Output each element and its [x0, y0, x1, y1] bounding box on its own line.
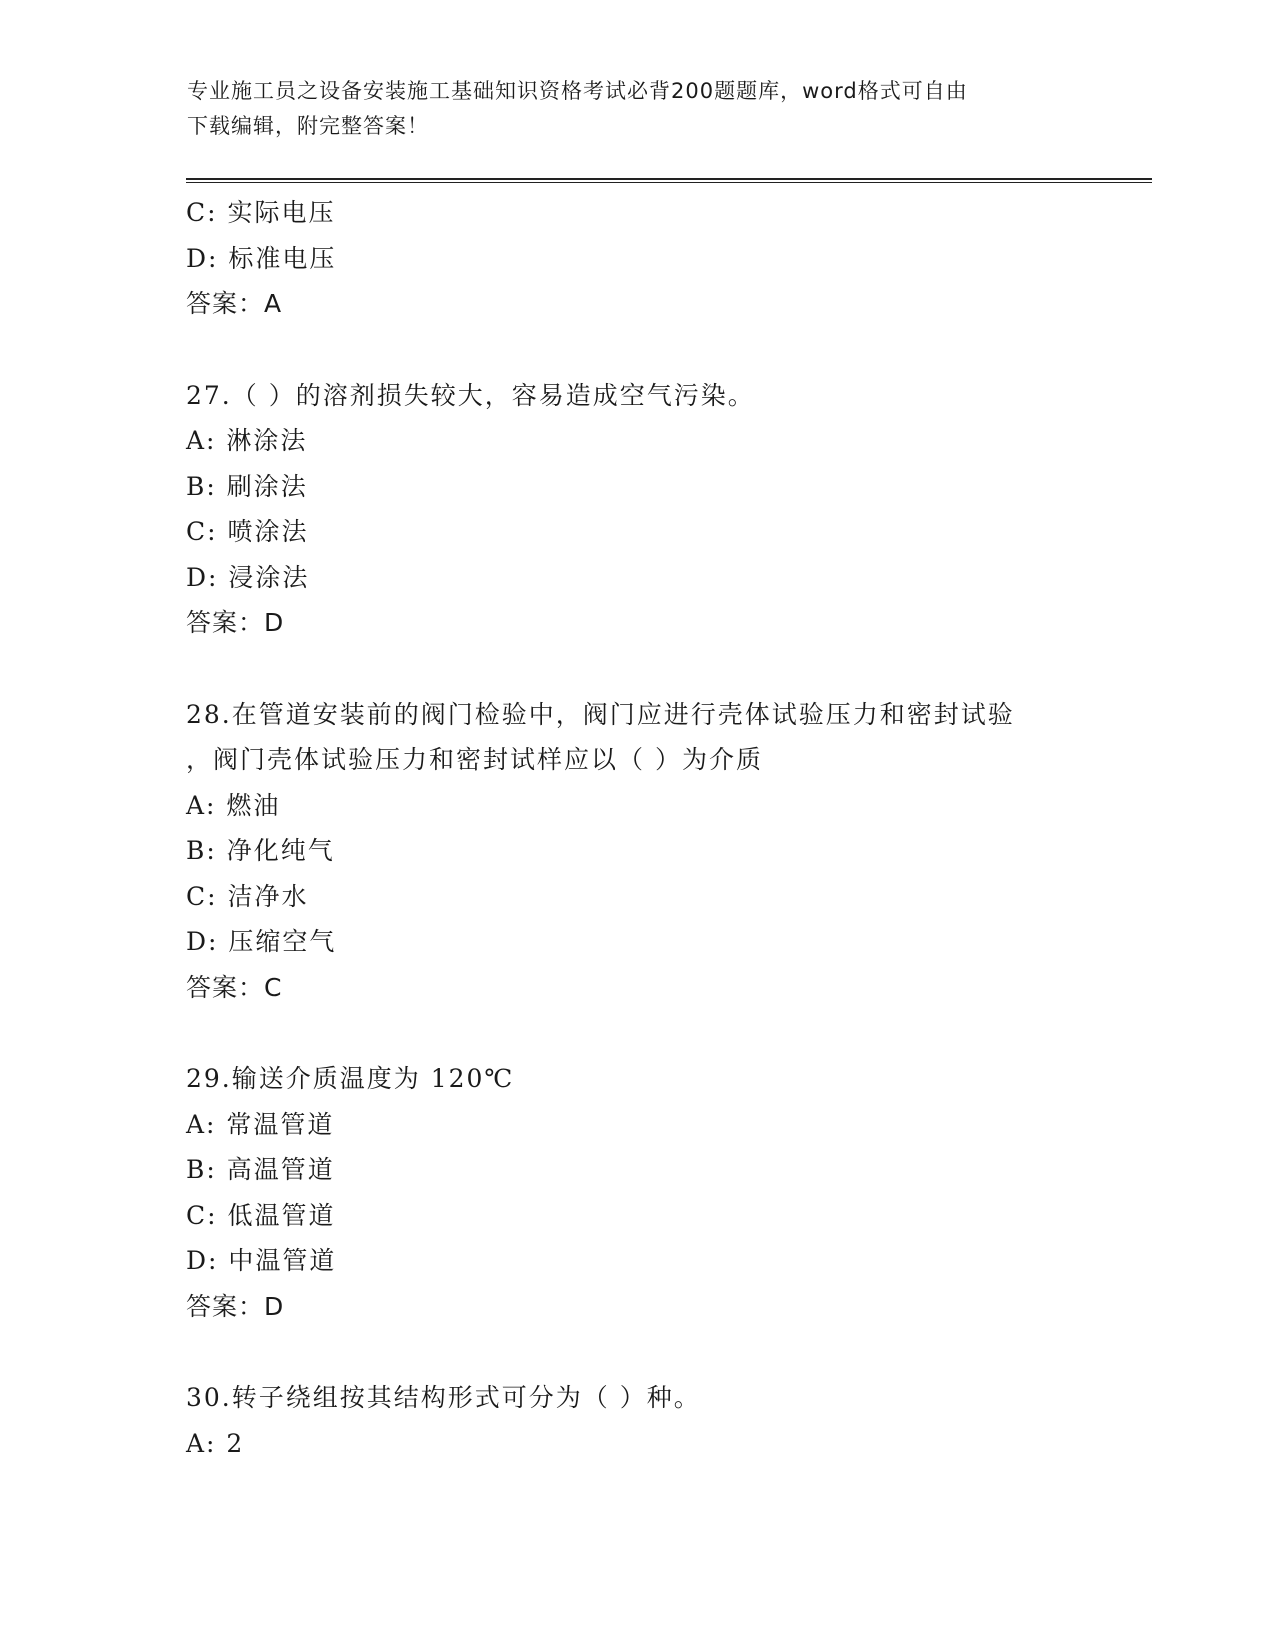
question-stem: 29.输送介质温度为 120℃ — [186, 1064, 515, 1093]
question-stem: 30.转子绕组按其结构形式可分为（ ）种。 — [186, 1383, 701, 1412]
answer-line: 答案：C — [186, 972, 283, 1002]
option-d: D: 压缩空气 — [186, 927, 337, 956]
question-26-partial — [186, 190, 1086, 327]
answer-line: 答案：D — [186, 1291, 285, 1321]
header-line-2: 下载编辑，附完整答案！ — [187, 114, 429, 138]
option-c: C: 实际电压 — [186, 198, 336, 227]
option-b: B: 净化纯气 — [186, 836, 335, 865]
question-28 — [186, 692, 1086, 1011]
header-line-1: 专业施工员之设备安装施工基础知识资格考试必背200题题库，word格式可自由 — [187, 79, 968, 103]
question-29 — [186, 1056, 1086, 1329]
option-a: A: 2 — [186, 1428, 245, 1458]
spacer — [186, 1010, 1086, 1056]
option-b: B: 高温管道 — [186, 1155, 335, 1184]
option-a: A: 常温管道 — [186, 1109, 335, 1139]
spacer — [186, 1329, 1086, 1375]
spacer — [186, 646, 1086, 692]
option-a: A: 燃油 — [186, 790, 281, 820]
answer-line: 答案：D — [186, 608, 285, 637]
question-list — [186, 190, 1086, 1466]
option-d: D: 浸涂法 — [186, 562, 310, 592]
option-c: C: 洁净水 — [186, 881, 309, 911]
document-header — [187, 74, 1067, 144]
question-stem-line-1: 28.在管道安装前的阀门检验中，阀门应进行壳体试验压力和密封试验 — [186, 699, 1015, 729]
question-stem: 27.（ ）的溶剂损失较大，容易造成空气污染。 — [186, 380, 755, 410]
question-30 — [186, 1375, 1086, 1466]
option-a: A: 淋涂法 — [186, 426, 308, 455]
option-d: D: 中温管道 — [186, 1246, 337, 1275]
option-c: C: 低温管道 — [186, 1200, 336, 1230]
spacer — [186, 327, 1086, 373]
answer-line: 答案：A — [186, 289, 283, 318]
option-b: B: 刷涂法 — [186, 471, 308, 501]
header-divider — [186, 178, 1152, 183]
question-27 — [186, 373, 1086, 646]
option-d: D: 标准电压 — [186, 243, 337, 273]
question-stem-line-2: ，阀门壳体试验压力和密封试样应以（ ）为介质 — [186, 745, 763, 774]
option-c: C: 喷涂法 — [186, 517, 309, 546]
